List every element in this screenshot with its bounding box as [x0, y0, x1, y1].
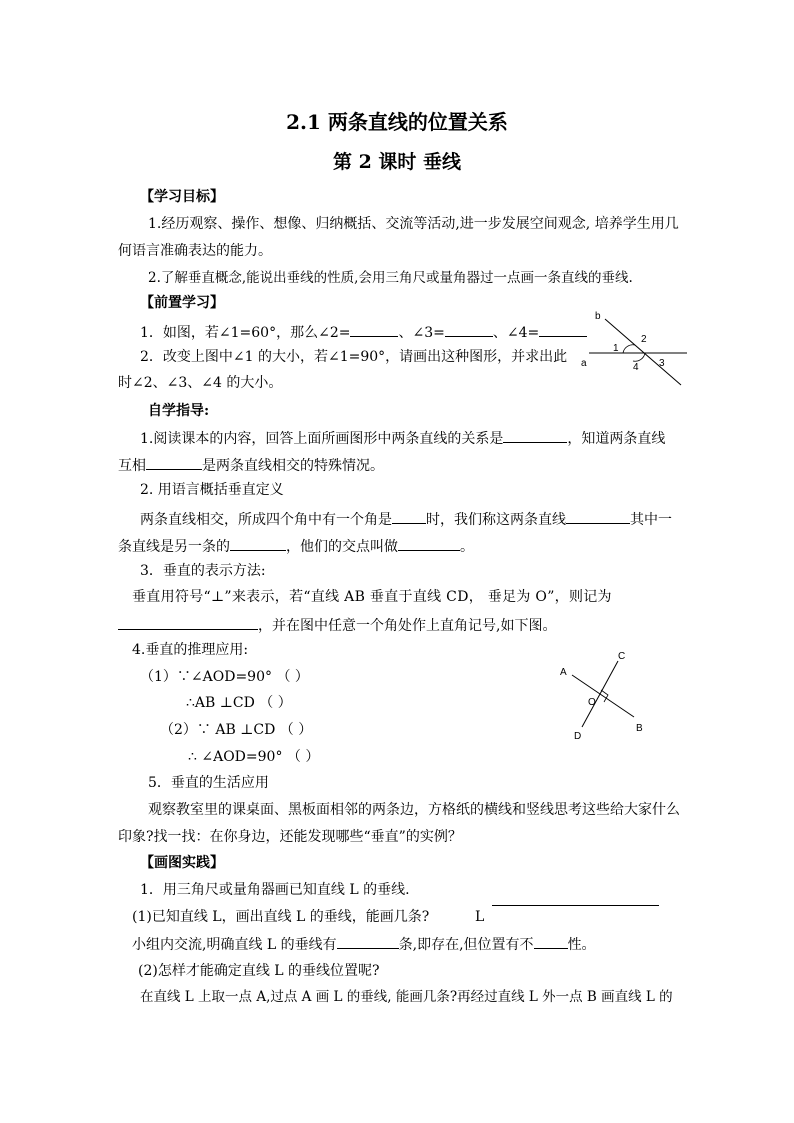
line-ab: [572, 675, 634, 717]
label-B: B: [636, 723, 643, 734]
p3d-text: 条直线是另一条的: [118, 539, 230, 555]
selfstudy-p6: [118, 615, 556, 635]
p6-text: ，并在图中任意一个角处作上直角记号,如下图。: [258, 618, 557, 634]
label-O: O: [588, 697, 596, 708]
line-L: [492, 905, 659, 906]
selfstudy-p3: [140, 509, 672, 529]
selfstudy-p7: 4.垂直的推理应用:: [132, 642, 249, 658]
label-b: b: [595, 311, 601, 322]
practice-p2: (1)已知直线 L，画出直线 L 的垂线，能画几条?: [132, 909, 430, 925]
selfstudy-p9b: 印象?找一找：在你身边，还能发现哪些“垂直”的实例？: [118, 829, 462, 845]
p3e-text: ，他们的交点叫做: [286, 539, 398, 555]
label-D: D: [574, 731, 582, 742]
p1a-text: 1.阅读课本的内容，回答上面所画图形中两条直线的关系是: [140, 431, 504, 447]
answer-blank[interactable]: [350, 322, 398, 337]
answer-blank[interactable]: [534, 934, 568, 949]
label-A: A: [560, 667, 567, 678]
answer-blank[interactable]: [146, 455, 202, 470]
p3b-text: 时，我们称这两条直线: [426, 512, 566, 528]
answer-blank[interactable]: [445, 322, 493, 337]
page-title: 2.1 两条直线的位置关系: [286, 110, 508, 134]
goals-heading: 【学习目标】: [140, 189, 224, 205]
practice-heading: 【画图实践】: [140, 855, 224, 871]
selfstudy-p3-cont: [118, 536, 474, 556]
angle-arc: [633, 353, 645, 361]
answer-blank[interactable]: [337, 934, 399, 949]
page-subtitle: 第 2 课时 垂线: [332, 151, 462, 173]
selfstudy-p2: 2. 用语言概括垂直定义: [140, 482, 284, 498]
selfstudy-p9a: 观察教室里的课桌面、黑板面相邻的两条边，方格纸的横线和竖线思考这些给大家什么: [148, 802, 680, 818]
angle-arc: [623, 345, 635, 353]
answer-blank[interactable]: [230, 536, 286, 551]
reasoning-line-2: ∴AB ⊥CD （ ）: [186, 695, 292, 711]
label-a: a: [581, 358, 587, 369]
answer-blank[interactable]: [398, 536, 460, 551]
practice-p4: (2)怎样才能确定直线 L 的垂线位置呢?: [138, 963, 380, 979]
p3f-text: 。: [460, 539, 474, 555]
q1-text: 1．如图，若∠1=60°，那么∠2=: [140, 325, 351, 341]
line-cd: [582, 661, 618, 727]
goal-item-1b: 何语言准确表达的能力。: [118, 243, 272, 259]
p3a-text: 两条直线相交，所成四个角中有一个角是: [140, 512, 392, 528]
perpendicular-lines-figure: [552, 645, 662, 745]
answer-blank[interactable]: [566, 509, 630, 524]
p1c-text: 互相: [118, 458, 146, 474]
preview-heading: 【前置学习】: [140, 295, 224, 311]
angle-label-3: 3: [659, 358, 665, 369]
reasoning-line-3: （2）∵ AB ⊥CD （ ）: [160, 722, 313, 738]
p3a-text: 小组内交流,明确直线 L 的垂线有: [132, 937, 337, 953]
label-C: C: [618, 651, 626, 662]
reasoning-line-1: （1）∵∠AOD=90° （ ）: [140, 669, 309, 685]
selfstudy-p4: 3．垂直的表示方法:: [140, 563, 266, 579]
reasoning-line-4: ∴ ∠AOD=90° （ ）: [188, 749, 320, 765]
selfstudy-p1: [140, 428, 665, 448]
q1c-text: 、∠4=: [492, 325, 540, 341]
p3b-text: 条,即存在,但位置有不: [398, 937, 534, 953]
selfstudy-p1-cont: [118, 455, 384, 475]
p1d-text: 是两条直线相交的特殊情况。: [202, 458, 384, 474]
right-angle-mark: [601, 690, 608, 702]
answer-blank[interactable]: [392, 509, 426, 524]
selfstudy-p5: 垂直用符号“⊥”来表示，若“直线 AB 垂直于直线 CD， 垂足为 O”，则记为: [132, 589, 612, 605]
intersecting-lines-figure: [575, 305, 695, 390]
practice-p3: [132, 934, 596, 954]
selfstudy-p8: 5．垂直的生活应用: [148, 775, 269, 791]
angle-label-4: 4: [633, 362, 639, 373]
line-L-label: L: [475, 909, 485, 925]
p3c-text: 其中一: [630, 512, 672, 528]
preview-question-2a: 2．改变上图中∠1 的大小，若∠1=90°，请画出这种图形，并求出此: [140, 349, 568, 365]
p3c-text: 性。: [567, 937, 596, 953]
goal-item-2: 2.了解垂直概念,能说出垂线的性质,会用三角尺或量角器过一点画一条直线的垂线.: [148, 270, 633, 286]
p1b-text: ，知道两条直线: [567, 431, 666, 447]
goal-item-1a: 1.经历观察、操作、想像、归纳概括、交流等活动,进一步发展空间观念, 培养学生用几: [148, 216, 679, 232]
answer-blank[interactable]: [503, 428, 567, 443]
preview-question-1: [140, 322, 587, 342]
practice-p5: 在直线 L 上取一点 A,过点 A 画 L 的垂线, 能画几条?再经过直线 L 外一点 B 画直线 L 的: [140, 989, 673, 1005]
preview-question-2b: 时∠2、∠3、∠4 的大小。: [118, 375, 283, 391]
angle-label-1: 1: [613, 343, 619, 354]
q1b-text: 、∠3=: [398, 325, 445, 341]
answer-blank[interactable]: [118, 615, 258, 630]
practice-p1: 1．用三角尺或量角器画已知直线 L 的垂线.: [140, 882, 410, 898]
angle-label-2: 2: [641, 334, 647, 345]
selfstudy-heading: 自学指导:: [148, 403, 210, 419]
